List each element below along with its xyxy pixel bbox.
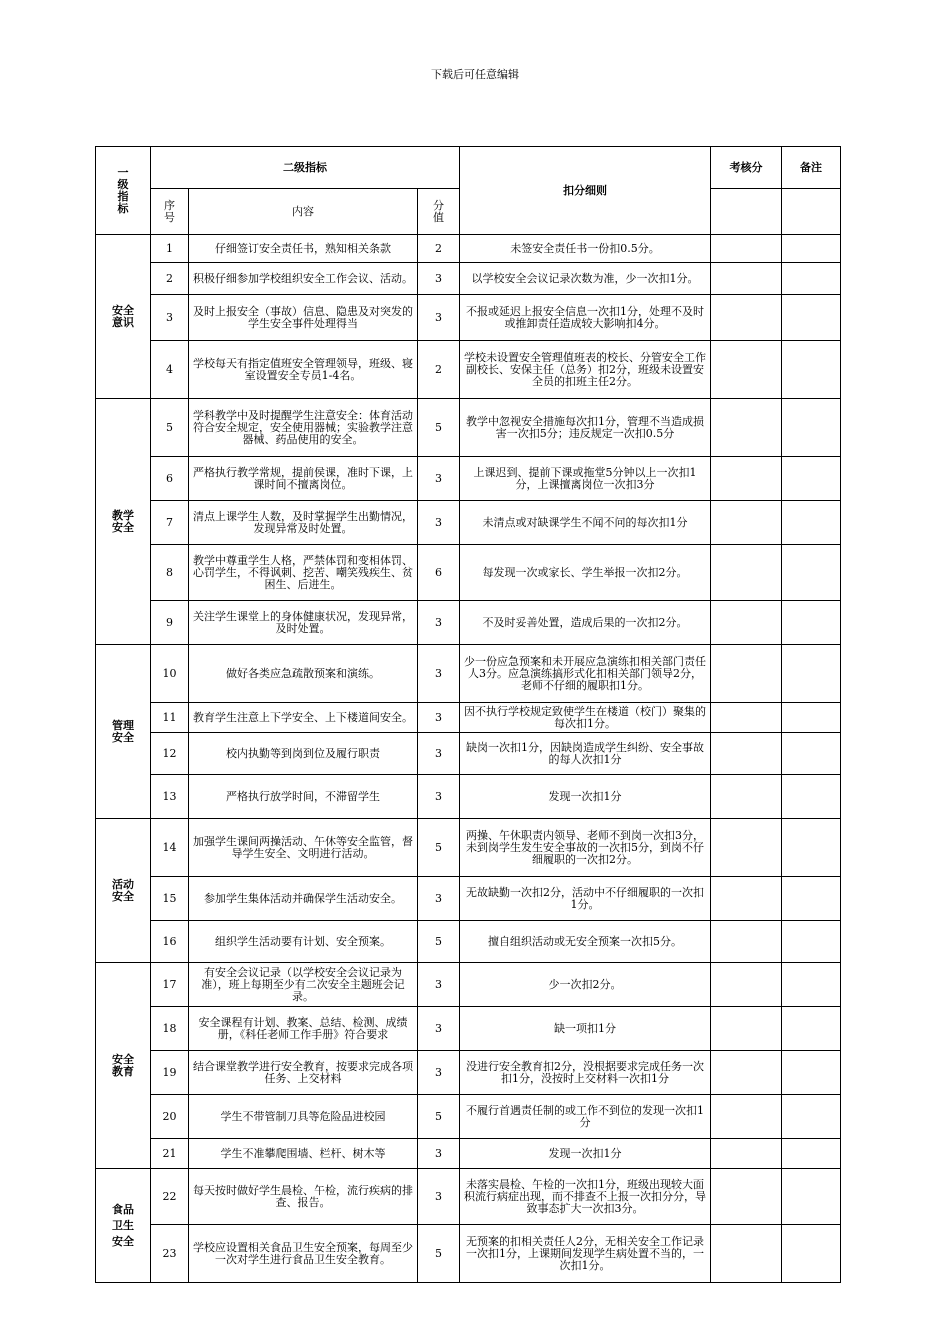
header-content: 内容: [189, 189, 418, 235]
row-content: 教育学生注意上下学安全、上下楼道间安全。: [189, 703, 418, 733]
assessment-cell[interactable]: [711, 963, 782, 1007]
row-deduction: 以学校安全会议记录次数为准，少一次扣1分。: [460, 263, 711, 295]
remarks-cell[interactable]: [782, 921, 841, 963]
row-content: 严格执行放学时间，不滞留学生: [189, 775, 418, 819]
remarks-cell[interactable]: [782, 341, 841, 399]
remarks-cell[interactable]: [782, 1095, 841, 1139]
assessment-cell[interactable]: [711, 189, 782, 235]
remarks-cell[interactable]: [782, 733, 841, 775]
row-deduction: 不及时妥善处置，造成后果的一次扣2分。: [460, 601, 711, 645]
assessment-cell[interactable]: [711, 399, 782, 457]
row-number: 23: [151, 1225, 189, 1283]
row-deduction: 教学中忽视安全措施每次扣1分，管理不当造成损害一次扣5分；违反规定一次扣0.5分: [460, 399, 711, 457]
row-score: 3: [418, 877, 460, 921]
assessment-cell[interactable]: [711, 457, 782, 501]
assessment-cell[interactable]: [711, 341, 782, 399]
assessment-cell[interactable]: [711, 263, 782, 295]
row-score: 3: [418, 645, 460, 703]
row-score: 3: [418, 457, 460, 501]
header-seq: 序号: [151, 189, 189, 235]
row-number: 11: [151, 703, 189, 733]
assessment-cell[interactable]: [711, 1139, 782, 1169]
row-score: 3: [418, 263, 460, 295]
row-score: 3: [418, 963, 460, 1007]
row-number: 14: [151, 819, 189, 877]
row-number: 18: [151, 1007, 189, 1051]
row-number: 4: [151, 341, 189, 399]
row-score: 2: [418, 235, 460, 263]
row-score: 5: [418, 819, 460, 877]
row-deduction: 没进行安全教育扣2分，没根据要求完成任务一次扣1分，没按时上交材料一次扣1分: [460, 1051, 711, 1095]
row-deduction: 发现一次扣1分: [460, 775, 711, 819]
row-score: 5: [418, 399, 460, 457]
row-number: 22: [151, 1169, 189, 1225]
row-content: 校内执勤等到岗到位及履行职责: [189, 733, 418, 775]
row-number: 1: [151, 235, 189, 263]
row-content: 做好各类应急疏散预案和演练。: [189, 645, 418, 703]
row-deduction: 发现一次扣1分: [460, 1139, 711, 1169]
row-number: 17: [151, 963, 189, 1007]
row-content: 加强学生课间两操活动、午休等安全监管，督导学生安全、文明进行活动。: [189, 819, 418, 877]
remarks-cell[interactable]: [782, 1051, 841, 1095]
remarks-cell[interactable]: [782, 399, 841, 457]
assessment-cell[interactable]: [711, 1051, 782, 1095]
row-deduction: 上课迟到、提前下课或拖堂5分钟以上一次扣1分，上课擅离岗位一次扣3分: [460, 457, 711, 501]
row-number: 21: [151, 1139, 189, 1169]
row-number: 5: [151, 399, 189, 457]
remarks-cell[interactable]: [782, 1139, 841, 1169]
row-content: 教学中尊重学生人格，严禁体罚和变相体罚、心罚学生，不得讽刺、挖苦、嘲笑残疾生、贫困生、后进生。: [189, 545, 418, 601]
row-score: 3: [418, 775, 460, 819]
row-content: 关注学生课堂上的身体健康状况，发现异常，及时处置。: [189, 601, 418, 645]
row-content: 学科教学中及时提醒学生注意安全：体育活动符合安全规定，安全使用器械；实验教学注意器械、药品使用的安全。: [189, 399, 418, 457]
remarks-cell[interactable]: [782, 457, 841, 501]
assessment-cell[interactable]: [711, 501, 782, 545]
remarks-cell[interactable]: [782, 601, 841, 645]
row-content: 仔细签订安全责任书，熟知相关条款: [189, 235, 418, 263]
row-deduction: 无预案的扣相关责任人2分，无相关安全工作记录一次扣1分，上课期间发现学生病处置不当的，一次扣1分。: [460, 1225, 711, 1283]
row-score: 3: [418, 1169, 460, 1225]
assessment-cell[interactable]: [711, 1169, 782, 1225]
assessment-cell[interactable]: [711, 877, 782, 921]
assessment-cell[interactable]: [711, 295, 782, 341]
row-score: 5: [418, 1225, 460, 1283]
row-deduction: 擅自组织活动或无安全预案一次扣5分。: [460, 921, 711, 963]
category-cell: 安全教育: [96, 963, 151, 1169]
row-content: 安全课程有计划、教案、总结、检测、成绩册，《科任老师工作手册》符合要求: [189, 1007, 418, 1051]
assessment-cell[interactable]: [711, 921, 782, 963]
assessment-cell[interactable]: [711, 235, 782, 263]
category-cell: 安全意识: [96, 235, 151, 399]
remarks-cell[interactable]: [782, 295, 841, 341]
remarks-cell[interactable]: [782, 877, 841, 921]
row-score: 2: [418, 341, 460, 399]
row-number: 15: [151, 877, 189, 921]
assessment-cell[interactable]: [711, 733, 782, 775]
row-content: 学生不带管制刀具等危险品进校园: [189, 1095, 418, 1139]
row-content: 结合课堂教学进行安全教育，按要求完成各项任务、上交材料: [189, 1051, 418, 1095]
row-content: 严格执行教学常规，提前侯课，准时下课，上课时间不擅离岗位。: [189, 457, 418, 501]
assessment-cell[interactable]: [711, 545, 782, 601]
row-content: 有安全会议记录（以学校安全会议记录为准），班上每期至少有二次安全主题班会记录。: [189, 963, 418, 1007]
category-cell: 活动安全: [96, 819, 151, 963]
row-deduction: 学校未设置安全管理值班表的校长、分管安全工作副校长、安保主任（总务）扣2分，班级未设置安全员的扣班主任2分。: [460, 341, 711, 399]
row-score: 3: [418, 733, 460, 775]
category-cell: 教学安全: [96, 399, 151, 645]
row-content: 学校每天有指定值班安全管理领导，班级、寝室设置安全专员1-4名。: [189, 341, 418, 399]
remarks-cell[interactable]: [782, 1169, 841, 1225]
assessment-cell[interactable]: [711, 1225, 782, 1283]
row-content: 及时上报安全（事故）信息、隐患及对突发的学生安全事件处理得当: [189, 295, 418, 341]
remarks-cell[interactable]: [782, 235, 841, 263]
row-number: 8: [151, 545, 189, 601]
row-deduction: 两操、午休职责内领导、老师不到岗一次扣3分，未到岗学生发生安全事故的一次扣5分，到岗不仔细履职的一次扣2分。: [460, 819, 711, 877]
row-score: 3: [418, 1139, 460, 1169]
row-score: 3: [418, 703, 460, 733]
row-content: 清点上课学生人数，及时掌握学生出勤情况，发现异常及时处置。: [189, 501, 418, 545]
row-number: 20: [151, 1095, 189, 1139]
row-score: 3: [418, 1007, 460, 1051]
remarks-cell[interactable]: [782, 819, 841, 877]
row-deduction: 未落实晨检、午检的一次扣1分，班级出现较大面积流行病症出现，而不排查不上报一次扣分分，导致事态扩大一次扣3分。: [460, 1169, 711, 1225]
row-score: 5: [418, 921, 460, 963]
assessment-cell[interactable]: [711, 601, 782, 645]
remarks-cell[interactable]: [782, 263, 841, 295]
header-remarks: 备注: [782, 147, 841, 189]
remarks-cell[interactable]: [782, 1007, 841, 1051]
row-score: 6: [418, 545, 460, 601]
row-number: 9: [151, 601, 189, 645]
row-deduction: 每发现一次或家长、学生举报一次扣2分。: [460, 545, 711, 601]
remarks-cell[interactable]: [782, 545, 841, 601]
row-deduction: 缺岗一次扣1分，因缺岗造成学生纠纷、安全事故的每人次扣1分: [460, 733, 711, 775]
assessment-cell[interactable]: [711, 645, 782, 703]
row-number: 2: [151, 263, 189, 295]
remarks-cell[interactable]: [782, 189, 841, 235]
remarks-cell[interactable]: [782, 775, 841, 819]
assessment-cell[interactable]: [711, 703, 782, 733]
assessment-cell[interactable]: [711, 1007, 782, 1051]
header-assessment: 考核分: [711, 147, 782, 189]
row-deduction: 少一次扣2分。: [460, 963, 711, 1007]
row-number: 12: [151, 733, 189, 775]
row-score: 3: [418, 1051, 460, 1095]
remarks-cell[interactable]: [782, 963, 841, 1007]
assessment-cell[interactable]: [711, 819, 782, 877]
row-content: 每天按时做好学生晨检、午检，流行疾病的排查、报告。: [189, 1169, 418, 1225]
row-content: 学生不准攀爬围墙、栏杆、树木等: [189, 1139, 418, 1169]
header-level2: 二级指标: [151, 147, 460, 189]
remarks-cell[interactable]: [782, 645, 841, 703]
row-number: 13: [151, 775, 189, 819]
header-deduction: 扣分细则: [460, 147, 711, 235]
safety-assessment-table: [95, 146, 841, 1283]
row-number: 6: [151, 457, 189, 501]
row-score: 5: [418, 1095, 460, 1139]
header-level1: 一级指标: [96, 147, 151, 235]
header-score: 分值: [418, 189, 460, 235]
top-note: 下载后可任意编辑: [431, 68, 519, 81]
assessment-cell[interactable]: [711, 775, 782, 819]
remarks-cell[interactable]: [782, 501, 841, 545]
row-content: 学校应设置相关食品卫生安全预案，每周至少一次对学生进行食品卫生安全教育。: [189, 1225, 418, 1283]
row-deduction: 无故缺勤一次扣2分，活动中不仔细履职的一次扣1分。: [460, 877, 711, 921]
row-deduction: 未签安全责任书一份扣0.5分。: [460, 235, 711, 263]
row-score: 3: [418, 295, 460, 341]
assessment-cell[interactable]: [711, 1095, 782, 1139]
row-score: 3: [418, 601, 460, 645]
row-deduction: 少一份应急预案和未开展应急演练扣相关部门责任人3分。应急演练搞形式化扣相关部门领导2分，老师不仔细的履职扣1分。: [460, 645, 711, 703]
row-number: 3: [151, 295, 189, 341]
row-content: 组织学生活动要有计划、安全预案。: [189, 921, 418, 963]
category-cell: 食品卫生安全: [96, 1169, 151, 1283]
row-score: 3: [418, 501, 460, 545]
row-number: 16: [151, 921, 189, 963]
row-deduction: 不履行首遇责任制的或工作不到位的发现一次扣1分: [460, 1095, 711, 1139]
row-deduction: 因不执行学校规定致使学生在楼道（校门）聚集的每次扣1分。: [460, 703, 711, 733]
row-number: 19: [151, 1051, 189, 1095]
row-deduction: 未清点或对缺课学生不闻不问的每次扣1分: [460, 501, 711, 545]
row-deduction: 缺一项扣1分: [460, 1007, 711, 1051]
row-content: 积极仔细参加学校组织安全工作会议、活动。: [189, 263, 418, 295]
row-content: 参加学生集体活动并确保学生活动安全。: [189, 877, 418, 921]
row-deduction: 不报或延迟上报安全信息一次扣1分，处理不及时或推卸责任造成较大影响扣4分。: [460, 295, 711, 341]
category-cell: 管理安全: [96, 645, 151, 819]
row-number: 7: [151, 501, 189, 545]
remarks-cell[interactable]: [782, 1225, 841, 1283]
row-number: 10: [151, 645, 189, 703]
remarks-cell[interactable]: [782, 703, 841, 733]
